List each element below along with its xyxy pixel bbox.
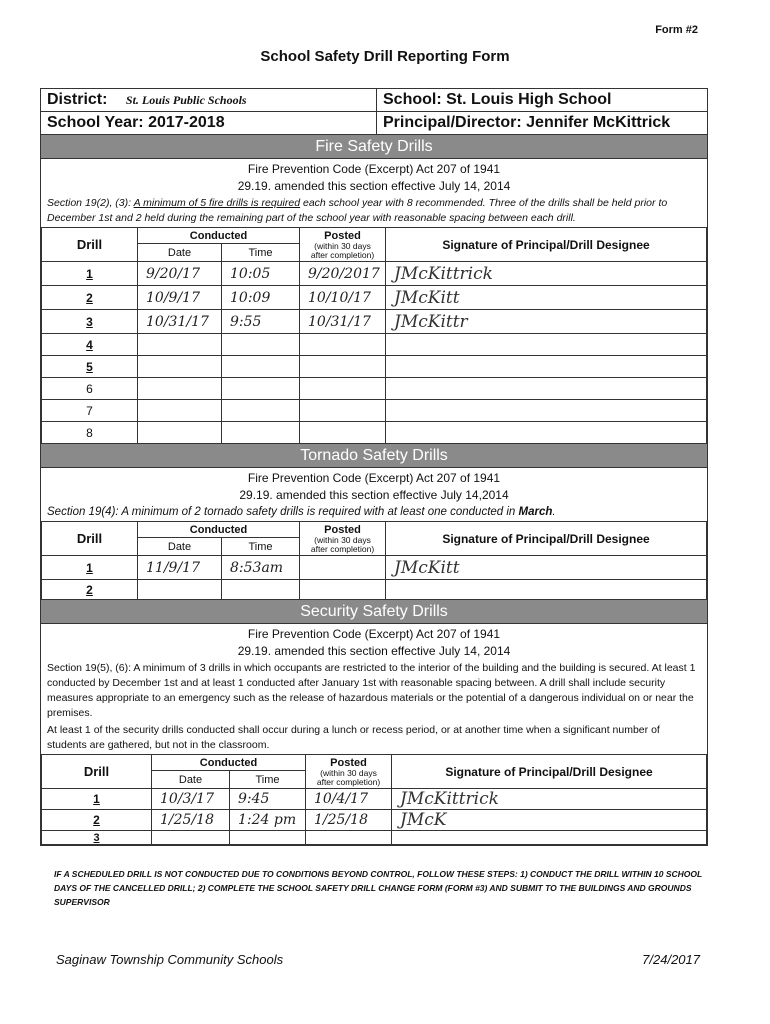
drill-date xyxy=(138,580,222,600)
drill-number: 2 xyxy=(42,286,138,310)
drill-time: 10:09 xyxy=(222,286,300,310)
drill-signature: JMcK xyxy=(392,810,707,831)
tornado-col-conducted: Conducted xyxy=(138,522,300,538)
security-col-signature: Signature of Principal/Drill Designee xyxy=(392,755,707,789)
fire-requirement-note xyxy=(41,195,707,227)
drill-posted: 9/20/2017 xyxy=(300,262,386,286)
fire-section-heading: Fire Safety Drills xyxy=(41,135,707,159)
tornado-col-drill: Drill xyxy=(42,522,138,556)
district-cell xyxy=(41,89,377,111)
drill-time xyxy=(222,400,300,422)
security-section-heading: Security Safety Drills xyxy=(41,600,707,624)
tornado-code: Fire Prevention Code (Excerpt) Act 207 of 1941 xyxy=(247,471,501,485)
tornado-section-heading: Tornado Safety Drills xyxy=(41,444,707,468)
drill-posted xyxy=(300,378,386,400)
drill-signature xyxy=(386,400,707,422)
fire-code: Fire Prevention Code (Excerpt) Act 207 of 1941 xyxy=(247,162,501,176)
drill-signature xyxy=(386,334,707,356)
fire-note-c: each school year with 8 recommended. Three of the drills shall be held xyxy=(300,197,632,209)
fire-posted-label: Posted xyxy=(324,229,361,242)
form-number: Form #2 xyxy=(655,24,698,36)
tornado-posted-note-2: after completion) xyxy=(310,543,375,554)
drill-number: 4 xyxy=(42,334,138,356)
drill-posted xyxy=(300,422,386,444)
drill-number: 5 xyxy=(42,356,138,378)
form-sheet xyxy=(40,88,708,846)
drill-date xyxy=(138,356,222,378)
tornado-col-signature: Signature of Principal/Drill Designee xyxy=(386,522,707,556)
drill-number: 6 xyxy=(42,378,138,400)
drill-date xyxy=(138,400,222,422)
drill-number: 1 xyxy=(42,789,152,810)
drill-date: 10/9/17 xyxy=(138,286,222,310)
security-posted-note-1: (within 30 days xyxy=(320,767,377,778)
drill-posted xyxy=(300,580,386,600)
drill-posted xyxy=(300,400,386,422)
drill-posted xyxy=(300,356,386,378)
drill-number: 2 xyxy=(42,580,138,600)
drill-signature xyxy=(386,378,707,400)
fire-col-date: Date xyxy=(138,244,222,262)
table-row xyxy=(42,286,707,310)
drill-date xyxy=(138,422,222,444)
fire-col-conducted: Conducted xyxy=(138,228,300,244)
security-code: Fire Prevention Code (Excerpt) Act 207 of 1941 xyxy=(247,627,501,641)
drill-number: 7 xyxy=(42,400,138,422)
drill-posted: 1/25/18 xyxy=(306,810,392,831)
fire-col-posted xyxy=(300,228,386,262)
tornado-col-time: Time xyxy=(222,538,300,556)
drill-time: 9:55 xyxy=(222,310,300,334)
table-row xyxy=(42,356,707,378)
security-col-conducted: Conducted xyxy=(152,755,306,771)
security-amended: 29.19. amended this section effective July 14, 2014 xyxy=(237,644,511,658)
fire-note-a: Section 19(2), (3): xyxy=(47,197,134,209)
fire-col-drill: Drill xyxy=(42,228,138,262)
drill-date: 1/25/18 xyxy=(152,810,230,831)
drill-signature xyxy=(386,580,707,600)
drill-signature: JMcKittrick xyxy=(392,789,707,810)
drill-signature: JMcKittr xyxy=(386,310,707,334)
drill-posted: 10/31/17 xyxy=(300,310,386,334)
tornado-requirement-note xyxy=(41,504,707,521)
drill-date: 10/3/17 xyxy=(152,789,230,810)
district-label: District: xyxy=(47,91,108,108)
drill-signature: JMcKitt xyxy=(386,556,707,580)
tornado-note-c: . xyxy=(552,506,556,518)
fire-drill-table xyxy=(41,227,707,444)
drill-date: 11/9/17 xyxy=(138,556,222,580)
drill-number: 1 xyxy=(42,556,138,580)
tornado-posted-note-1: (within 30 days xyxy=(314,534,371,545)
drill-signature xyxy=(386,356,707,378)
fire-note-b: A minimum of 5 fire drills is required xyxy=(133,197,301,209)
school-year: School Year: 2017-2018 xyxy=(41,112,377,134)
security-col-time: Time xyxy=(230,771,306,789)
drill-time xyxy=(222,422,300,444)
drill-signature xyxy=(392,831,707,845)
security-col-date: Date xyxy=(152,771,230,789)
drill-time xyxy=(222,334,300,356)
fire-posted-note-2: after completion) xyxy=(310,249,375,260)
drill-posted xyxy=(300,334,386,356)
table-row xyxy=(42,810,707,831)
fire-amended: 29.19. amended this section effective July 14, 2014 xyxy=(237,179,511,193)
fire-col-time: Time xyxy=(222,244,300,262)
tornado-col-posted xyxy=(300,522,386,556)
security-drill-table xyxy=(41,754,707,845)
page-title: School Safety Drill Reporting Form xyxy=(260,48,510,65)
drill-number: 1 xyxy=(42,262,138,286)
drill-posted xyxy=(300,556,386,580)
drill-time: 8:53am xyxy=(222,556,300,580)
principal-name: Principal/Director: Jennifer McKittrick xyxy=(383,114,671,131)
table-row xyxy=(42,310,707,334)
table-row xyxy=(42,400,707,422)
drill-date xyxy=(138,378,222,400)
drill-time xyxy=(222,356,300,378)
drill-date: 9/20/17 xyxy=(138,262,222,286)
security-requirement-1: Section 19(5), (6): A minimum of 3 drills in which occupants are restricted to the interior of the building and the building is secured. At least 1 conducted by December 1st and at least 1 conducted after January 1st with reasonable spacing between. A drill shall include security measures appropriate to an emergency such as the release of hazardous materials or the potential of a dangerous individual on or near the premises. xyxy=(47,662,696,719)
tornado-col-date: Date xyxy=(138,538,222,556)
header-row-1 xyxy=(41,89,707,112)
tornado-note-b: March xyxy=(518,506,553,518)
drill-number: 3 xyxy=(42,310,138,334)
table-row xyxy=(42,334,707,356)
security-requirement-2: At least 1 of the security drills conducted shall occur during a lunch or recess period, or at another time when a significant number of students are gathered, but not in the classroom. xyxy=(47,724,660,751)
fire-note-d: prior to December 1st and 2 held during the remaining part of the school year with reasonable spacing between each drill. xyxy=(47,197,668,224)
drill-time xyxy=(230,831,306,845)
tornado-amended: 29.19. amended this section effective July 14,2014 xyxy=(239,488,509,502)
drill-posted: 10/4/17 xyxy=(306,789,392,810)
header-row-2 xyxy=(41,112,707,135)
drill-number: 3 xyxy=(42,831,152,845)
drill-number: 2 xyxy=(42,810,152,831)
school-name: School: St. Louis High School xyxy=(383,91,612,108)
table-row xyxy=(42,262,707,286)
drill-time xyxy=(222,378,300,400)
footer-instructions: IF A SCHEDULED DRILL IS NOT CONDUCTED DUE TO CONDITIONS BEYOND CONTROL, FOLLOW THESE STEPS: 1) CONDUCT THE DRILL WITHIN 10 SCHOOL DAYS OF THE CANCELLED DRILL; 2) COMPLETE THE SCHOOL SAFETY DRILL CHANGE FORM (FORM #3) AND SUBMIT TO THE BUILDINGS AND GROUNDS SUPERVISOR xyxy=(54,869,703,907)
table-row xyxy=(42,580,707,600)
table-row xyxy=(42,378,707,400)
table-row xyxy=(42,831,707,845)
drill-time: 9:45 xyxy=(230,789,306,810)
security-col-posted xyxy=(306,755,392,789)
footer-organization: Saginaw Township Community Schools xyxy=(56,952,284,967)
tornado-posted-label: Posted xyxy=(324,523,361,536)
fire-posted-note-1: (within 30 days xyxy=(314,240,371,251)
security-posted-label: Posted xyxy=(330,756,367,769)
drill-posted: 10/10/17 xyxy=(300,286,386,310)
drill-signature: JMcKitt xyxy=(386,286,707,310)
drill-time: 10:05 xyxy=(222,262,300,286)
drill-posted xyxy=(306,831,392,845)
tornado-note-a: Section 19(4): A minimum of 2 tornado safety drills is required with at least one conducted in xyxy=(47,506,519,518)
security-col-drill: Drill xyxy=(42,755,152,789)
drill-date xyxy=(138,334,222,356)
drill-number: 8 xyxy=(42,422,138,444)
footer-date: 7/24/2017 xyxy=(642,952,700,967)
security-posted-note-2: after completion) xyxy=(316,776,381,787)
drill-signature: JMcKittrick xyxy=(386,262,707,286)
drill-time xyxy=(222,580,300,600)
tornado-drill-table xyxy=(41,521,707,600)
district-value: St. Louis Public Schools xyxy=(125,93,247,107)
drill-date xyxy=(152,831,230,845)
table-row xyxy=(42,556,707,580)
drill-date: 10/31/17 xyxy=(138,310,222,334)
drill-signature xyxy=(386,422,707,444)
table-row xyxy=(42,789,707,810)
drill-time: 1:24 pm xyxy=(230,810,306,831)
fire-col-signature: Signature of Principal/Drill Designee xyxy=(386,228,707,262)
table-row xyxy=(42,422,707,444)
